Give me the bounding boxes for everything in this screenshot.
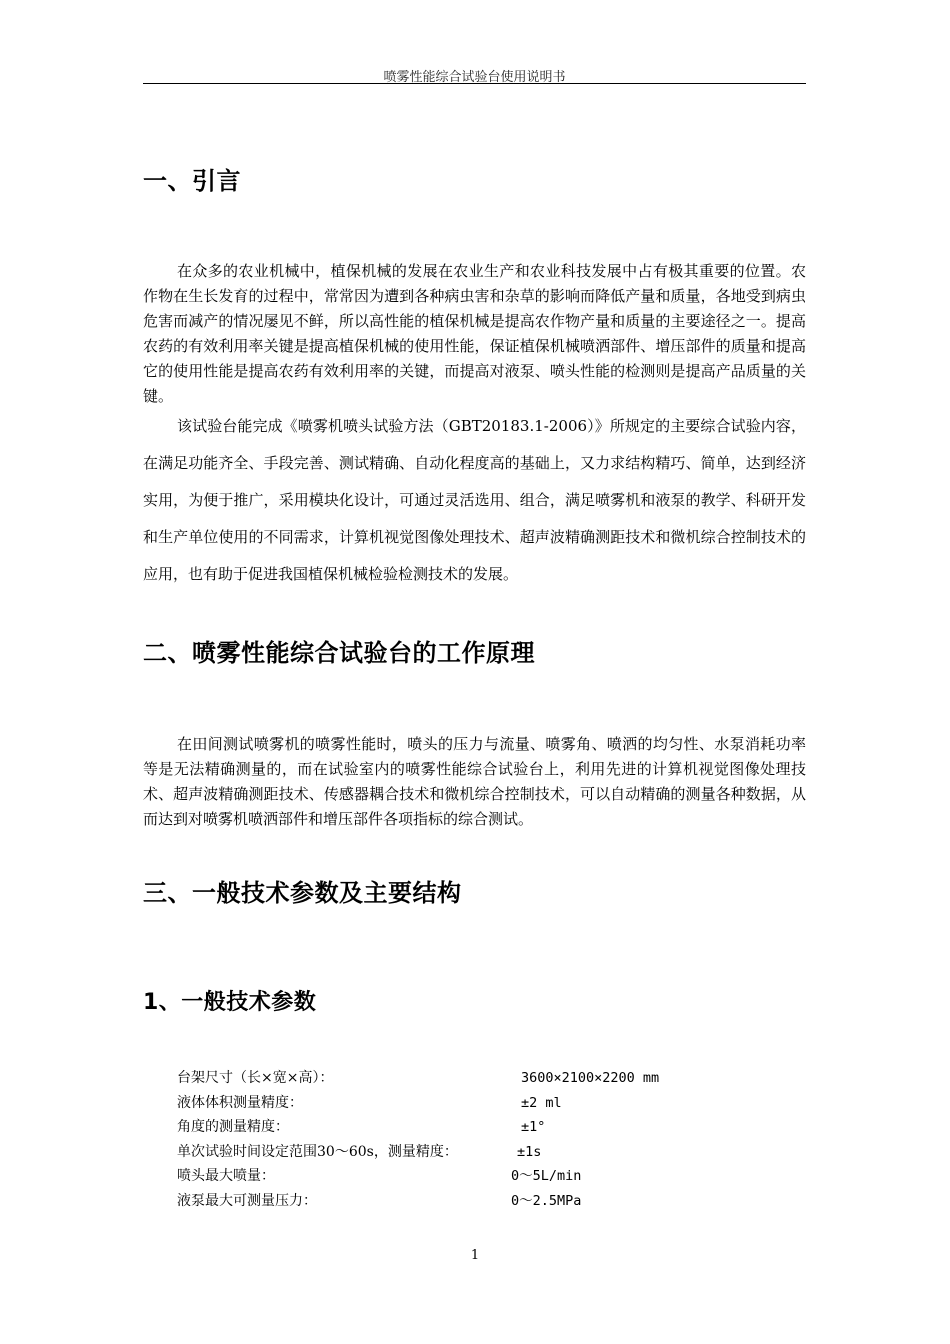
section-heading-params: 三、一般技术参数及主要结构 (143, 879, 462, 907)
intro-paragraph-1: 在众多的农业机械中，植保机械的发展在农业生产和农业科技发展中占有极其重要的位置。农作物在生长发育的过程中，常常因为遭到各种病虫害和杂草的影响而降低产量和质量，各地受到病虫危害而减产的情况屡见不鲜，所以高性能的植保机械是提高农作物产量和质量的主要途径之一。提高农药的有效利用率关键是提高植保机械的使用性能，保证植保机械喷洒部件、增压部件的质量和提高它的使用性能是提高农药有效利用率的关键，而提高对液泵、喷头性能的检测则是提高产品质量的关键。 (143, 262, 806, 405)
param-label: 液泵最大可测量压力： (177, 1192, 317, 1209)
intro-paragraph-2: 该试验台能完成《喷雾机喷头试验方法（GBT20183.1-2006）》所规定的主要综合试验内容，在满足功能齐全、手段完善、测试精确、自动化程度高的基础上，又力求结构精巧、简单，达到经济实用，为便于推广，采用模块化设计，可通过灵活选用、组合，满足喷雾机和液泵的教学、科研开发和生产单位使用的不同需求，计算机视觉图像处理技术、超声波精确测距技术和微机综合控制技术的应用，也有助于促进我国植保机械检验检测技术的发展。 (143, 417, 806, 583)
section-heading-intro: 一、引言 (143, 167, 241, 195)
param-value: 0～2.5MPa (511, 1192, 582, 1209)
params-list (177, 1066, 777, 1214)
param-label: 液体体积测量精度： (177, 1094, 303, 1111)
param-row (177, 1066, 777, 1091)
param-value: 3600×2100×2200 mm (521, 1070, 660, 1086)
header-rule (143, 83, 806, 84)
page-number: 1 (470, 1248, 480, 1263)
param-label: 单次试验时间设定范围30～60s，测量精度： (177, 1143, 458, 1160)
param-row (177, 1091, 777, 1116)
param-row (177, 1189, 777, 1214)
param-value: ±1s (517, 1143, 542, 1160)
param-value: ±2 ml (521, 1094, 562, 1111)
param-label: 喷头最大喷量： (177, 1168, 275, 1185)
param-row (177, 1140, 777, 1165)
subsection-heading-general-params: 1、一般技术参数 (143, 990, 317, 1015)
section-heading-principle: 二、喷雾性能综合试验台的工作原理 (143, 639, 535, 667)
param-label: 台架尺寸（长×宽×高）： (177, 1070, 334, 1086)
param-value: ±1° (521, 1119, 546, 1136)
principle-paragraph: 在田间测试喷雾机的喷雾性能时，喷头的压力与流量、喷雾角、喷洒的均匀性、水泵消耗功率等是无法精确测量的，而在试验室内的喷雾性能综合试验台上，利用先进的计算机视觉图像处理技术、超声波精确测距技术、传感器耦合技术和微机综合控制技术，可以自动精确的测量各种数据，从而达到对喷雾机喷洒部件和增压部件各项指标的综合测试。 (143, 735, 806, 828)
page-header: 喷雾性能综合试验台使用说明书 (383, 70, 566, 85)
param-label: 角度的测量精度： (177, 1119, 289, 1136)
param-value: 0～5L/min (511, 1168, 582, 1185)
param-row (177, 1164, 777, 1189)
param-row (177, 1115, 777, 1140)
